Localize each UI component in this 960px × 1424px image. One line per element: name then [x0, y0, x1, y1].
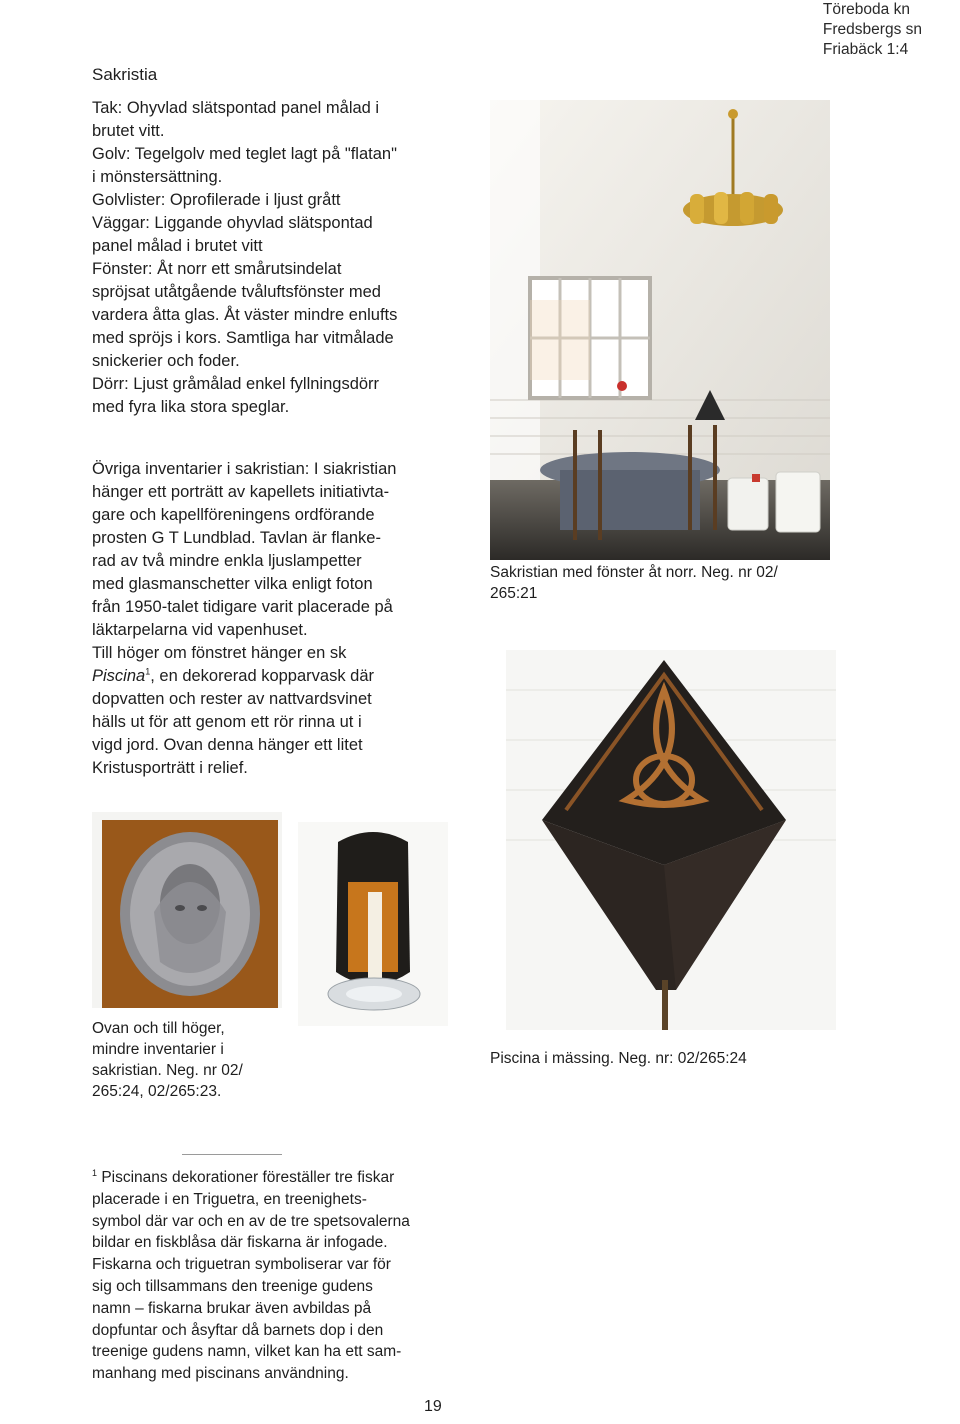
- footnote-reference[interactable]: 1: [145, 666, 151, 677]
- christ-relief-photo: [92, 812, 282, 1008]
- sconce-photo: [298, 822, 448, 1026]
- caption-line: Ovan och till höger,: [92, 1020, 225, 1037]
- text-line: med fyra lika stora speglar.: [92, 398, 290, 416]
- footnote-line: symbol där var och en av de tre spetsovalerna: [92, 1212, 410, 1230]
- text-line: hänger ett porträtt av kapellets initiativta-: [92, 483, 390, 501]
- text-line: läktarpelarna vid vapenhuset.: [92, 621, 308, 639]
- window-photo-caption: [490, 562, 778, 604]
- christ-relief-illustration: [92, 812, 282, 1008]
- footnote-line: [92, 1167, 410, 1189]
- footnote: [92, 1167, 410, 1385]
- text-line: panel målad i brutet vitt: [92, 237, 263, 255]
- caption-line: sakristian. Neg. nr 02/: [92, 1062, 243, 1079]
- sacristy-window-illustration: [490, 100, 830, 560]
- footnote-line: placerade i en Triguetra, en treenighets-: [92, 1190, 367, 1208]
- text-line: brutet vitt.: [92, 122, 165, 140]
- text-line: dopvatten och rester av nattvardsvinet: [92, 690, 372, 708]
- text-line: vigd jord. Ovan denna hänger ett litet: [92, 736, 363, 754]
- footnote-line: manhang med piscinans användning.: [92, 1365, 349, 1383]
- text-line-piscina: [92, 665, 396, 688]
- text-line: Dörr: Ljust gråmålad enkel fyllningsdörr: [92, 375, 380, 393]
- footnote-line: namn – fiskarna brukar även avbildas på: [92, 1299, 372, 1317]
- text-line: Kristusporträtt i relief.: [92, 759, 248, 777]
- text-line: prosten G T Lundblad. Tavlan är flanke-: [92, 529, 381, 547]
- text-line: vardera åtta glas. Åt väster mindre enlufts: [92, 306, 398, 324]
- footnote-line: sig och tillsammans den treenige gudens: [92, 1277, 373, 1295]
- sacristy-window-photo: [490, 100, 830, 560]
- text-line: spröjsat utåtgående tvåluftsfönster med: [92, 283, 381, 301]
- footnote-line: bildar en fiskblåsa där fiskarna är infogade.: [92, 1234, 388, 1252]
- header-line-parish: Fredsbergs sn: [822, 21, 922, 38]
- small-items-caption: [92, 1018, 243, 1102]
- text-line: Väggar: Liggande ohyvlad slätspontad: [92, 214, 373, 232]
- footnote-separator: [182, 1154, 282, 1155]
- piscina-rest: , en dekorerad kopparvask där: [150, 667, 375, 685]
- caption-line: 265:24, 02/265:23.: [92, 1083, 222, 1100]
- piscina-term: Piscina: [92, 667, 146, 685]
- text-line: hälls ut för att genom ett rör rinna ut i: [92, 713, 362, 731]
- page-number: 19: [424, 1398, 442, 1415]
- text-line: gare och kapellföreningens ordförande: [92, 506, 375, 524]
- text-line: Golv: Tegelgolv med teglet lagt på "flatan": [92, 145, 397, 163]
- text-line: med glasmanschetter vilka enligt foton: [92, 575, 373, 593]
- caption-line: Piscina i mässing. Neg. nr: 02/265:24: [490, 1050, 747, 1067]
- caption-line: 265:21: [490, 585, 538, 602]
- text-line: rad av två mindre enkla ljuslampetter: [92, 552, 362, 570]
- text-line: Övriga inventarier i sakristian: I siakristian: [92, 460, 397, 478]
- footnote-line: treenige gudens namn, vilket kan ha ett sam-: [92, 1343, 402, 1361]
- caption-line: Sakristian med fönster åt norr. Neg. nr 02/: [490, 564, 778, 581]
- piscina-photo: [506, 650, 836, 1030]
- text-line: från 1950-talet tidigare varit placerade på: [92, 598, 393, 616]
- sconce-illustration: [298, 822, 448, 1026]
- section-title: Sakristia: [92, 65, 158, 84]
- text-line: Till höger om fönstret hänger en sk: [92, 644, 347, 662]
- text-line: Fönster: Åt norr ett smårutsindelat: [92, 260, 342, 278]
- footnote-line: dopfuntar och åsyftar då barnets dop i den: [92, 1321, 384, 1339]
- footnote-mark: 1: [92, 1167, 98, 1178]
- text-line: med spröjs i kors. Samtliga har vitmålade: [92, 329, 394, 347]
- header-line-property: Friabäck 1:4: [822, 41, 909, 58]
- text-line: Golvlister: Oprofilerade i ljust grått: [92, 191, 341, 209]
- inventory-description: [92, 458, 396, 780]
- text-line: Tak: Ohyvlad slätspontad panel målad i: [92, 99, 380, 117]
- piscina-illustration: [506, 650, 836, 1030]
- piscina-photo-caption: [490, 1048, 747, 1069]
- page-header: [823, 0, 922, 60]
- caption-line: mindre inventarier i: [92, 1041, 224, 1058]
- text-line: i mönstersättning.: [92, 168, 223, 186]
- text-line: snickerier och foder.: [92, 352, 240, 370]
- footnote-line: Fiskarna och triguetran symboliserar var för: [92, 1256, 391, 1274]
- room-description: [92, 97, 397, 419]
- footnote-text: Piscinans dekorationer föreställer tre fiskar: [101, 1169, 395, 1186]
- header-line-municipality: Töreboda kn: [822, 1, 910, 18]
